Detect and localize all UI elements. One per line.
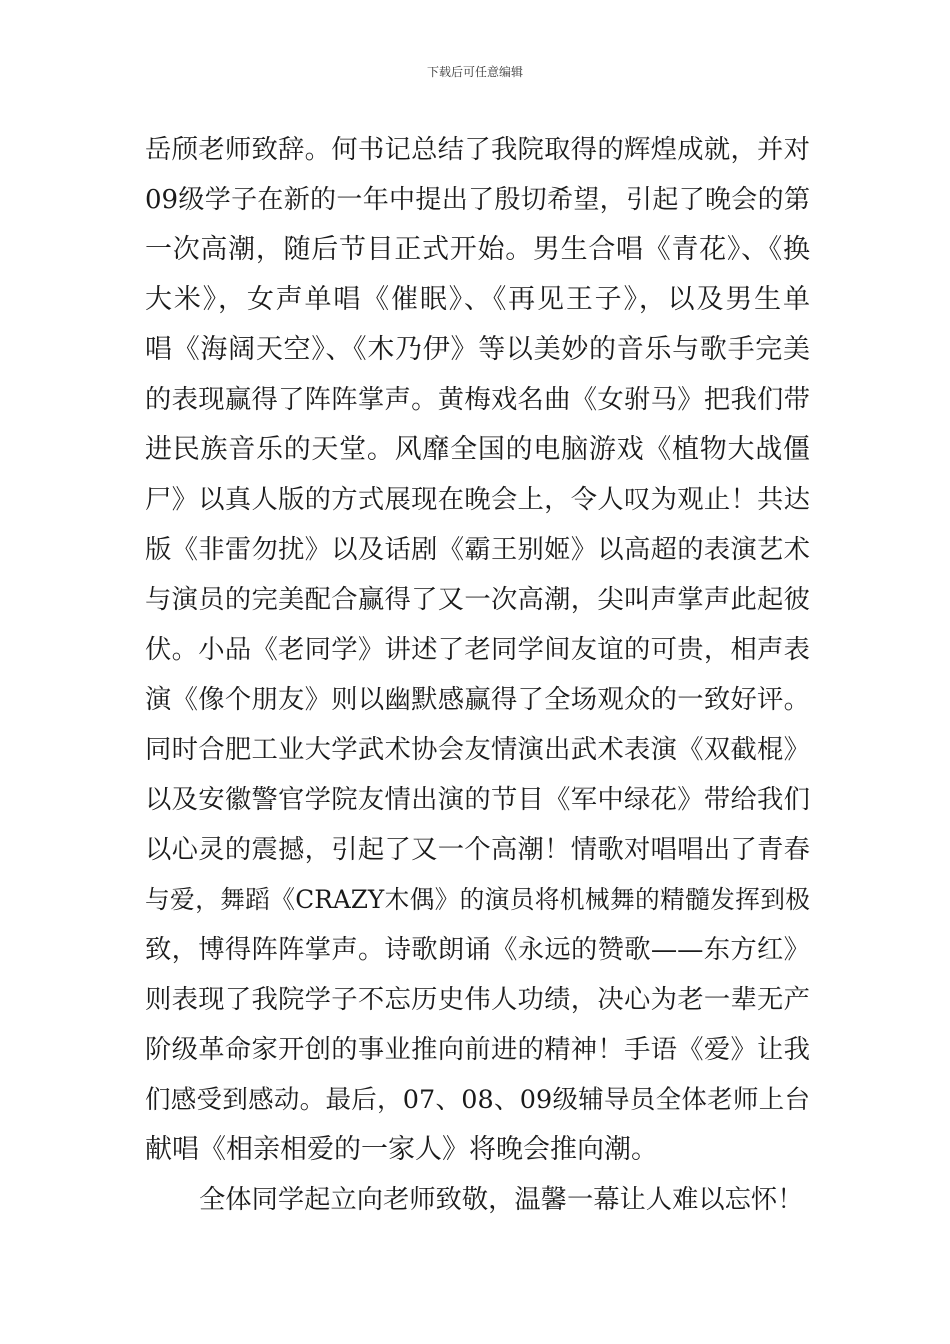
text-line: 同时合肥工业大学武术协会友情演出武术表演《双截棍》: [145, 735, 810, 765]
text-line: 的表现赢得了阵阵掌声。黄梅戏名曲《女驸马》把我们带: [145, 385, 810, 415]
paragraph-1: [145, 125, 810, 1175]
text-line: 献唱《相亲相爱的一家人》将晚会推向潮。: [145, 1134, 658, 1165]
document-body: [145, 125, 810, 1225]
text-line: 演《像个朋友》则以幽默感赢得了全场观众的一致好评。: [145, 685, 810, 715]
text-line: 与演员的完美配合赢得了又一次高潮，尖叫声掌声此起彼: [145, 585, 810, 615]
text-line: 唱《海阔天空》、《木乃伊》等以美妙的音乐与歌手完美: [145, 334, 810, 365]
text-line: 致，博得阵阵掌声。诗歌朗诵《永远的赞歌——东方红》: [145, 935, 810, 965]
paragraph-2: [145, 1175, 810, 1225]
text-line: 尸》以真人版的方式展现在晚会上，令人叹为观止！共达: [145, 485, 810, 515]
text-line: 则表现了我院学子不忘历史伟人功绩，决心为老一辈无产: [145, 985, 810, 1015]
text-line: 版《非雷勿扰》以及话剧《霸王别姬》以高超的表演艺术: [145, 535, 810, 565]
text-line: 们感受到感动。最后，07、08、09级辅导员全体老师上台: [145, 1085, 810, 1115]
text-line: 一次高潮，随后节目正式开始。男生合唱《青花》、《换: [145, 234, 810, 265]
page-header: 下载后可任意编辑: [426, 65, 523, 79]
text-line: 岳颀老师致辞。何书记总结了我院取得的辉煌成就，并对: [145, 135, 810, 165]
text-line: 09级学子在新的一年中提出了殷切希望，引起了晚会的第: [145, 185, 810, 215]
text-line: 以心灵的震撼，引起了又一个高潮！情歌对唱唱出了青春: [145, 835, 810, 865]
text-line: 以及安徽警官学院友情出演的节目《军中绿花》带给我们: [145, 785, 810, 815]
text-line: 全体同学起立向老师致敬，温馨一幕让人难以忘怀！: [199, 1185, 804, 1215]
text-line: 大米》，女声单唱《催眠》、《再见王子》，以及男生单: [145, 284, 810, 315]
text-line: 与爱，舞蹈《CRAZY木偶》的演员将机械舞的精髓发挥到极: [145, 885, 810, 914]
text-line: 阶级革命家开创的事业推向前进的精神！手语《爱》让我: [145, 1035, 810, 1065]
text-line: 伏。小品《老同学》讲述了老同学间友谊的可贵，相声表: [145, 635, 810, 665]
text-line: 进民族音乐的天堂。风靡全国的电脑游戏《植物大战僵: [145, 434, 810, 465]
